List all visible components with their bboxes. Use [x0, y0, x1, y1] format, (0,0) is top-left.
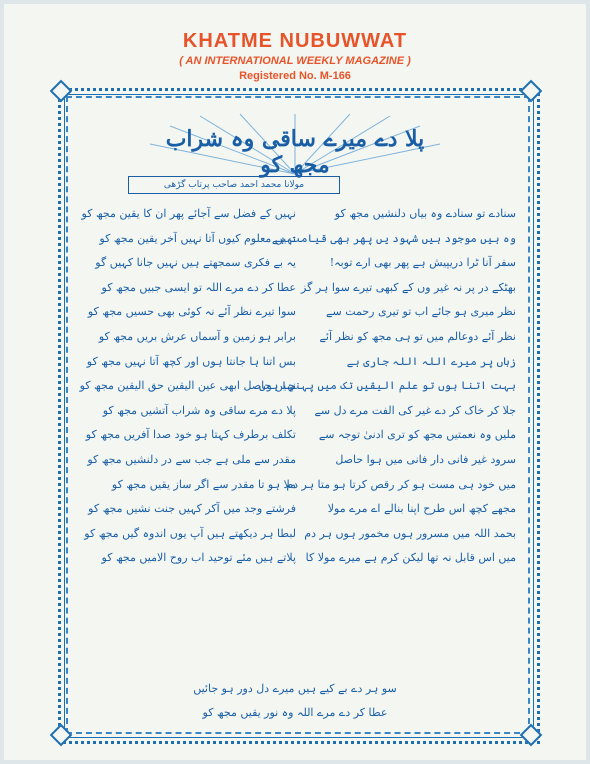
poem-author: مولانا محمد احمد صاحب پرتاب گڑھی: [128, 176, 340, 194]
poem-line: برابر ہو زمین و آسماں عرش بریں مجھ کو: [98, 329, 296, 343]
poem-line: یہ بے فکری سمجھتے ہیں نہیں جانا کہیں گو: [95, 256, 296, 270]
poem-line: بحمد اللہ میں مسرور ہوں مخمور ہوں ہر دم: [304, 526, 516, 540]
poem-line: وہ ہیں موجود ہیں شہود یں پھر بھی قیامت ہے: [271, 231, 516, 245]
poem-right-column: [258, 202, 516, 571]
poem-line: میں اس قابل نہ تھا لیکن کرم ہے میرے مولا کا: [305, 551, 516, 565]
poem-line: میں خود ہی مست ہو کر رقص کرتا ہو متا ہر دم: [286, 477, 516, 491]
poem-title-banner: [150, 114, 440, 178]
masthead-title: KHATME NUBUWWAT: [182, 30, 408, 52]
poem-line: عطا کر دے مرے اللہ تو ایسی جبیں مجھ کو: [101, 280, 296, 294]
poem-line: سرود غیر فانی دار فانی میں ہوا حاصل: [335, 452, 516, 466]
poem-line: بھٹکے در پر نہ غیر وں کے کبھی تیرے سوا ہر گز: [301, 280, 516, 294]
poem-line: بس اتنا ہا جانتا ہوں اور کچھ آتا نہیں مجھ کو: [86, 354, 296, 368]
poem-title: پلا دے میرے ساقی وہ شراب مجھ کو: [165, 126, 425, 178]
poem-line: سوا تیرے نظر آئے نہ کوئی بھی حسیں مجھ کو: [87, 305, 296, 319]
registration-number: Registered No. M-166: [239, 70, 351, 82]
poem-line: پلاتے ہیں مئے توحید اب روح الامیں مجھ کو: [101, 551, 296, 565]
poem-line: فرشتے وجد میں آکر کہیں جنت نشیں مجھ کو: [88, 502, 296, 516]
closing-line: عطا کر دے مرے اللہ وہ نور یقیں مجھ کو: [202, 706, 388, 719]
poem-line: سنادے تو سنادے وہ بیاں دلنشیں مجھ کو: [334, 207, 516, 220]
masthead-subtitle: ( AN INTERNATIONAL WEEKLY MAGAZINE ): [179, 55, 411, 67]
poem-line: سفر آنا ٹرا دریپیش ہے پھر بھی ارے توبہ!: [329, 256, 516, 270]
poem-line: ملا ہو تا مقدر سے اگر ساز یقیں مجھ کو: [111, 477, 296, 491]
poem-line: نظر آئے دوعالم میں تو ہی مجھ کو نظر آئے: [319, 329, 516, 343]
poem-line: نہیں حاصل ابھی عین الیقین حق الیقین مجھ کو: [79, 379, 296, 393]
poem-line: لبطا ہر دیکھتے ہیں آپ یوں اندوہ گیں مجھ کو: [84, 526, 296, 540]
closing-line: سو ہر دے بے کیے ہیں میرے دل دور ہو جائیں: [193, 682, 397, 695]
poem-line: تکلف برطرف کہتا ہو خود صدا آفریں مجھ کو: [85, 428, 296, 442]
poem-line: جلا کر خاک کر دے غیر کی الفت مرے دل سے: [314, 403, 516, 417]
poem-line: پلا دے مرے ساقی وہ شراب آتشیں مجھ کو: [102, 403, 296, 417]
poem-line: نظر میری ہو جائے اب تو تیری رحمت سے: [326, 305, 516, 319]
poem-line: ملیں وہ نعمتیں مجھ کو تری ادنیٰ توجہ سے: [318, 428, 516, 442]
poem-line: نہیں معلوم کیوں آتا نہیں آخر یقین مجھ کو: [99, 231, 296, 245]
poem-line: مقدر سے ملی ہے جب سے در دلنشیں مجھ کو: [87, 452, 296, 466]
poem-line: بہت اتنا ہوں تو علم الیقیں تک میں پہنچا ہوں: [258, 379, 516, 393]
poem-line: مجھے کچھ اس طرح اپنا بنالے اے مرے مولا: [327, 502, 516, 516]
poem-left-column: [76, 202, 296, 571]
poem-line: نہیں کے فضل سے آجائے پھر ان کا یقین مجھ کو: [81, 207, 296, 220]
poem-line: زباں پر میرے اللہ اللہ جاری ہے: [346, 354, 516, 368]
